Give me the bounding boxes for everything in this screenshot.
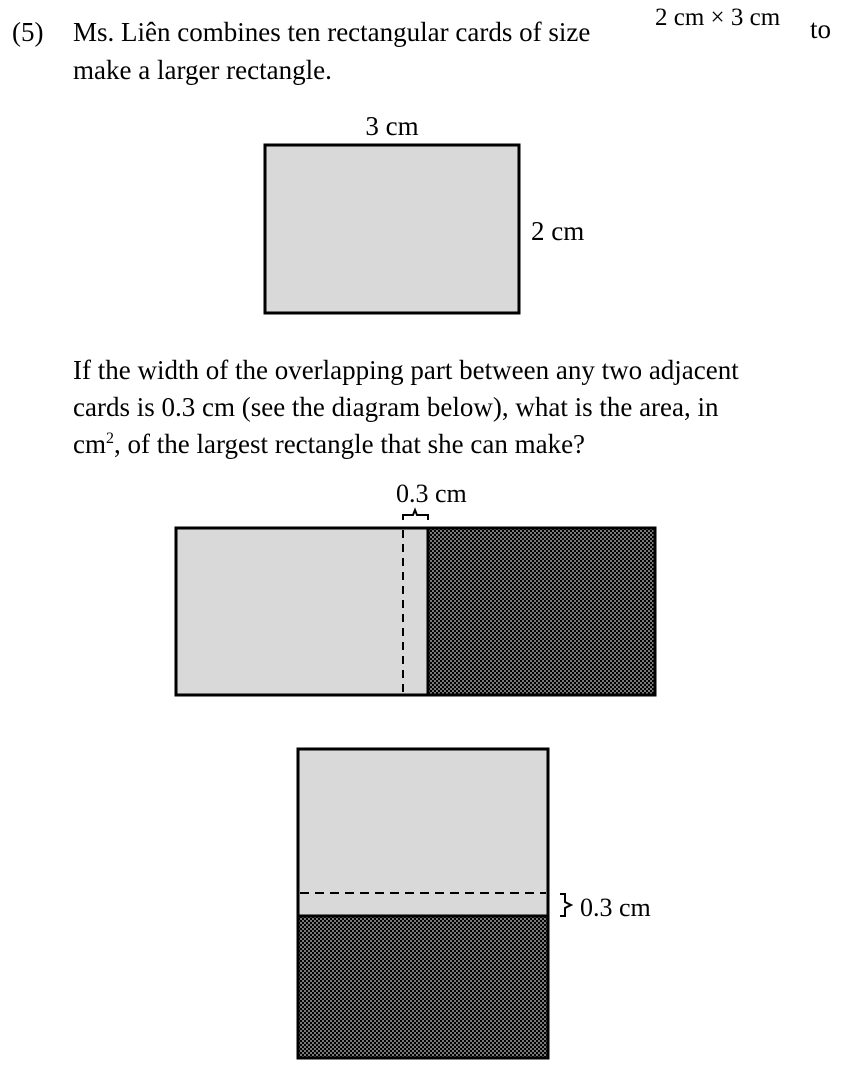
vertical-overlap-figure <box>298 749 651 1058</box>
left-card <box>176 528 428 695</box>
paragraph-line-3-rest: , of the largest rectangle that she can make? <box>114 429 586 459</box>
paragraph-line-2: cards is 0.3 cm (see the diagram below), what is the area, in <box>73 392 719 422</box>
question-number: (5) <box>12 17 44 47</box>
card-size-expression: 2 cm × 3 cm <box>655 4 781 31</box>
question-intro-line1: Ms. Liên combines ten rectangular cards of size <box>73 17 591 47</box>
right-card-dotted <box>428 528 655 695</box>
card-height-label: 2 cm <box>531 216 585 246</box>
paragraph-line-1: If the width of the overlapping part between any two adjacent <box>73 355 739 385</box>
question-intro-to: to <box>810 14 832 44</box>
horizontal-overlap-label: 0.3 cm <box>396 479 467 508</box>
overlap-brace <box>403 510 428 520</box>
card-width-label: 3 cm <box>365 111 419 141</box>
top-card <box>298 749 548 916</box>
unit-cm: cm <box>73 429 106 459</box>
card-rectangle <box>265 145 519 313</box>
single-card-figure <box>265 111 584 313</box>
question-intro-line2: make a larger rectangle. <box>73 55 332 85</box>
bottom-card-dotted <box>298 916 548 1058</box>
vertical-overlap-brace <box>560 894 571 916</box>
unit-squared-exponent: 2 <box>106 430 114 447</box>
vertical-overlap-label: 0.3 cm <box>580 893 651 922</box>
horizontal-overlap-figure <box>176 479 655 695</box>
